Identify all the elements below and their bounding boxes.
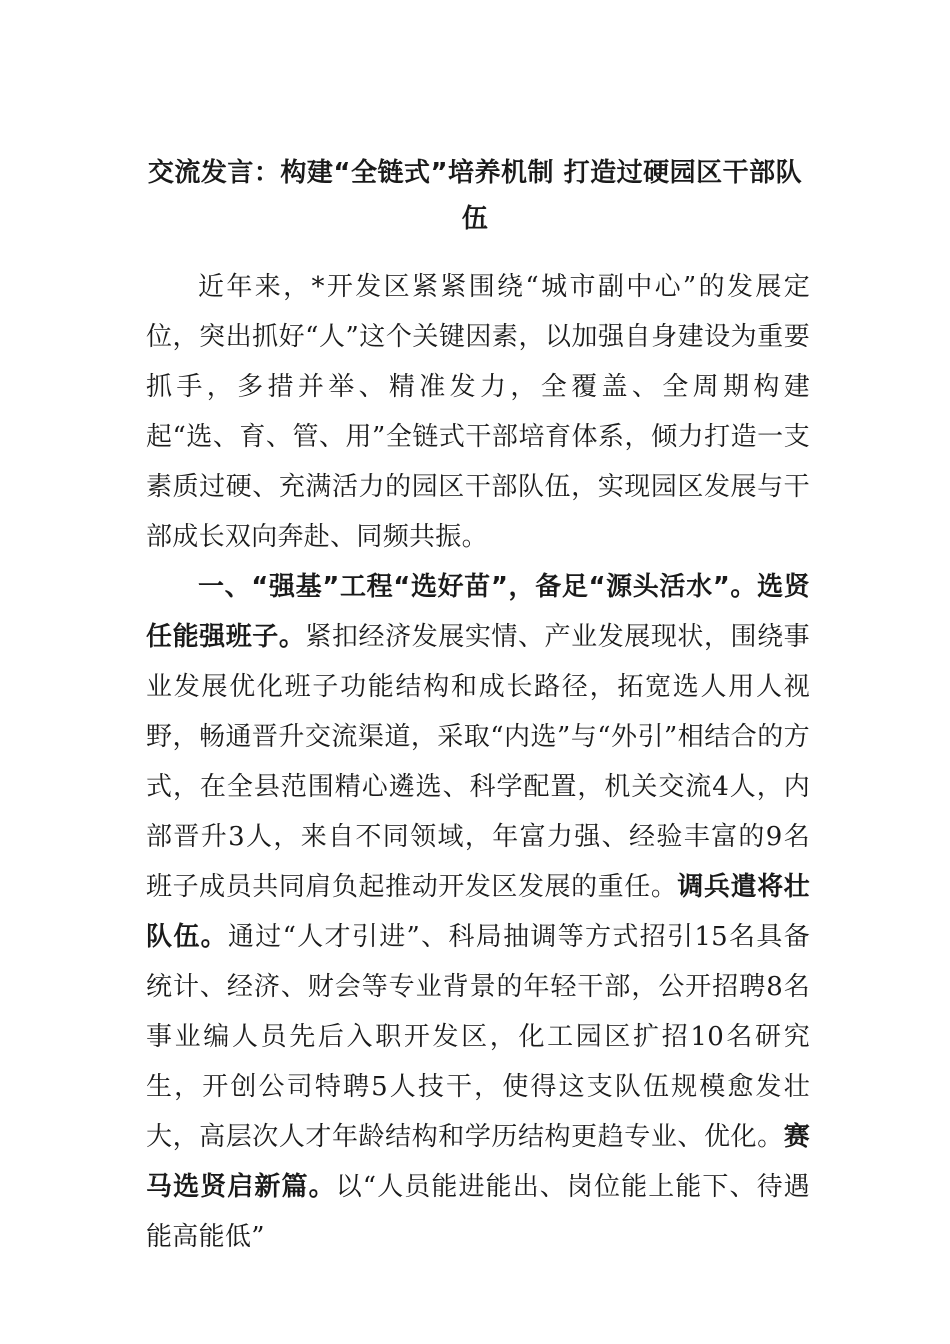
subsection-title-expand-team: 调兵遣将壮队伍。 (146, 872, 810, 952)
subsection-title-strong-team: 选贤任能强班子。 (146, 572, 810, 652)
intro-paragraph: 近年来，*开发区紧紧围绕“城市副中心”的发展定位，突出抓好“人”这个关键因素，以加强自身建设为重要抓手，多措并举、精准发力，全覆盖、全周期构建起“选、育、管、用”全链式干部培育体系，倾力打造一支素质过硬、充满活力的园区干部队伍，实现园区发展与干部成长双向奔赴、同频共振。 (146, 272, 810, 552)
subsection-title-competition: 赛马选贤启新篇。 (146, 1122, 810, 1202)
subsection-text-expand-team: 通过“人才引进”、科局抽调等方式招引15名具备统计、经济、财会等专业背景的年轻干部，公开招聘8名事业编人员先后入职开发区，化工园区扩招10名研究生，开创公司特聘5人技干，使得这支队伍规模愈发壮大，高层次人才年龄结构和学历结构更趋专业、优化。 (146, 922, 810, 1152)
document-title: 交流发言：构建“全链式”培养机制 打造过硬园区干部队伍 (147, 158, 803, 234)
document-body (146, 262, 810, 1262)
subsection-text-strong-team: 紧扣经济发展实情、产业发展现状，围绕事业发展优化班子功能结构和成长路径，拓宽选人用人视野，畅通晋升交流渠道，采取“内选”与“外引”相结合的方式，在全县范围精心遴选、科学配置，机关交流4人，内部晋升3人，来自不同领域，年富力强、经验丰富的9名班子成员共同肩负起推动开发区发展的重任。 (146, 622, 810, 902)
section-one-heading: 一、“强基”工程“选好苗”，备足“源头活水”。 (198, 572, 758, 602)
subsection-text-competition: 以“人员能进能出、岗位能上能下、待遇能高能低” (146, 1172, 810, 1252)
section-one-paragraph (146, 562, 810, 1262)
